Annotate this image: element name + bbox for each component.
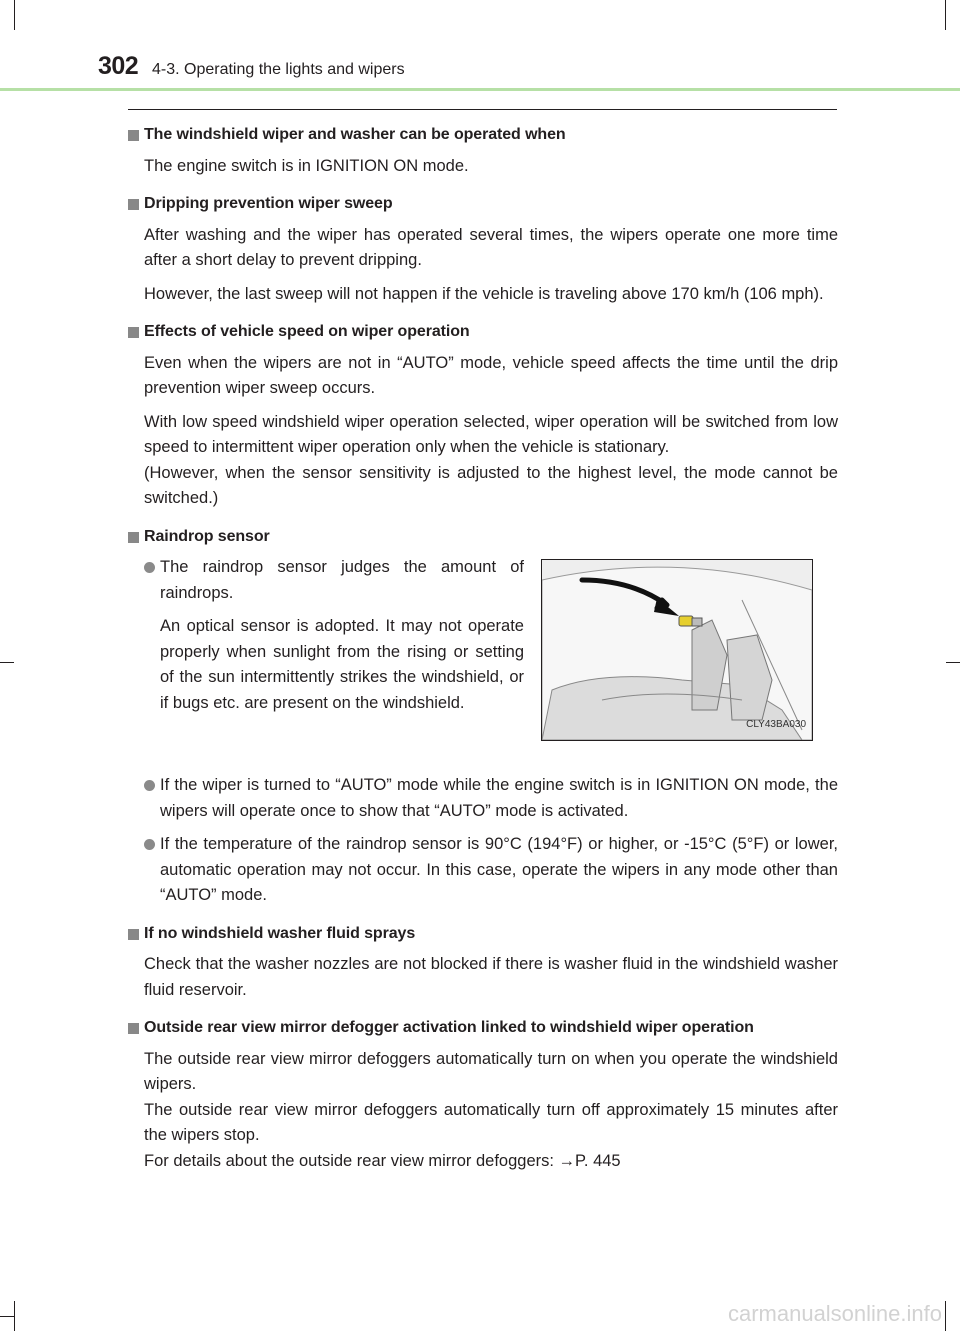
section-heading xyxy=(128,191,838,217)
heading-text: Raindrop sensor xyxy=(144,527,270,545)
heading-text: If no windshield washer fluid sprays xyxy=(144,924,416,942)
bullet-text: If the wiper is turned to “AUTO” mode while the engine switch is in IGNITION ON mode, the wipers will operate once to show that “AUTO” mode is activated. xyxy=(160,776,838,820)
bullet-item xyxy=(144,773,838,824)
paragraph: Even when the wipers are not in “AUTO” mode, vehicle speed affects the time until the drip prevention wiper sweep occurs. xyxy=(144,353,838,397)
square-bullet-icon xyxy=(128,199,139,210)
page-number: 302 xyxy=(98,52,139,80)
crop-mark xyxy=(14,0,15,30)
paragraph-part: (However, when the sensor sensitivity is adjusted to the highest level, the mode cannot be switched.) xyxy=(144,463,838,507)
circle-bullet-icon xyxy=(144,780,155,791)
raindrop-sensor-illustration xyxy=(541,559,813,741)
page-content xyxy=(128,122,838,1182)
square-bullet-icon xyxy=(128,1023,139,1034)
paragraph-part: With low speed windshield wiper operation selected, wiper operation will be switched from low speed to intermittent wiper operation only when the vehicle is stationary. xyxy=(144,412,838,456)
heading-text: Dripping prevention wiper sweep xyxy=(144,195,393,212)
crop-mark xyxy=(945,1301,946,1331)
circle-bullet-icon xyxy=(144,839,155,850)
raindrop-text xyxy=(144,555,524,722)
circle-bullet-icon xyxy=(144,562,155,573)
sub-paragraph: An optical sensor is adopted. It may not operate properly when sunlight from the rising or setting of the sun intermittently strikes the windshield, or if bugs etc. are present on the windshield. xyxy=(160,617,524,712)
bullet-text: If the temperature of the raindrop sensor is 90°C (194°F) or higher, or -15°C (5°F) or lower, automatic operation may not occur. In this case, operate the wipers in any mode other than “AUTO” mode. xyxy=(160,835,838,904)
heading-text: Effects of vehicle speed on wiper operation xyxy=(144,323,470,340)
paragraph-part: For details about the outside rear view mirror defoggers: →P. 445 xyxy=(144,1151,621,1170)
paragraph-part: The outside rear view mirror defoggers automatically turn off approximately 15 minutes after the wipers stop. xyxy=(144,1100,838,1144)
section-heading xyxy=(128,524,838,550)
crop-mark xyxy=(14,1301,15,1331)
crop-mark xyxy=(0,1316,14,1317)
paragraph: After washing and the wiper has operated several times, the wipers operate one more time after a short delay to prevent dripping. xyxy=(144,225,838,269)
section-heading xyxy=(128,319,838,345)
section-heading xyxy=(128,1015,838,1041)
square-bullet-icon xyxy=(128,130,139,141)
crop-mark xyxy=(946,662,960,663)
content-rule xyxy=(128,109,837,110)
section-title: 4-3. Operating the lights and wipers xyxy=(152,61,405,78)
section-heading xyxy=(128,921,838,947)
watermark: carmanualsonline.info xyxy=(727,1301,942,1326)
bullet-item xyxy=(144,832,838,909)
square-bullet-icon xyxy=(128,327,139,338)
header-rule xyxy=(0,88,960,91)
raindrop-block xyxy=(128,555,838,767)
heading-text: Outside rear view mirror defogger activation linked to windshield wiper operation xyxy=(144,1019,754,1036)
paragraph: Check that the washer nozzles are not blocked if there is washer fluid in the windshield washer fluid reservoir. xyxy=(144,955,838,999)
bullet-text: The raindrop sensor judges the amount of raindrops. xyxy=(160,558,524,602)
square-bullet-icon xyxy=(128,929,139,940)
square-bullet-icon xyxy=(128,532,139,543)
crop-mark xyxy=(945,0,946,30)
paragraph-part: The outside rear view mirror defoggers automatically turn on when you operate the windshield wipers. xyxy=(144,1049,838,1093)
paragraph: However, the last sweep will not happen if the vehicle is traveling above 170 km/h (106 mph). xyxy=(144,284,824,303)
figure-label: CLY43BA030 xyxy=(746,718,806,730)
paragraph xyxy=(144,410,838,512)
paragraph: The engine switch is in IGNITION ON mode. xyxy=(144,156,469,175)
bullet-item xyxy=(144,555,524,606)
paragraph xyxy=(144,1047,838,1175)
crop-mark xyxy=(0,662,14,663)
heading-text: The windshield wiper and washer can be operated when xyxy=(144,126,566,143)
section-heading xyxy=(128,122,838,148)
